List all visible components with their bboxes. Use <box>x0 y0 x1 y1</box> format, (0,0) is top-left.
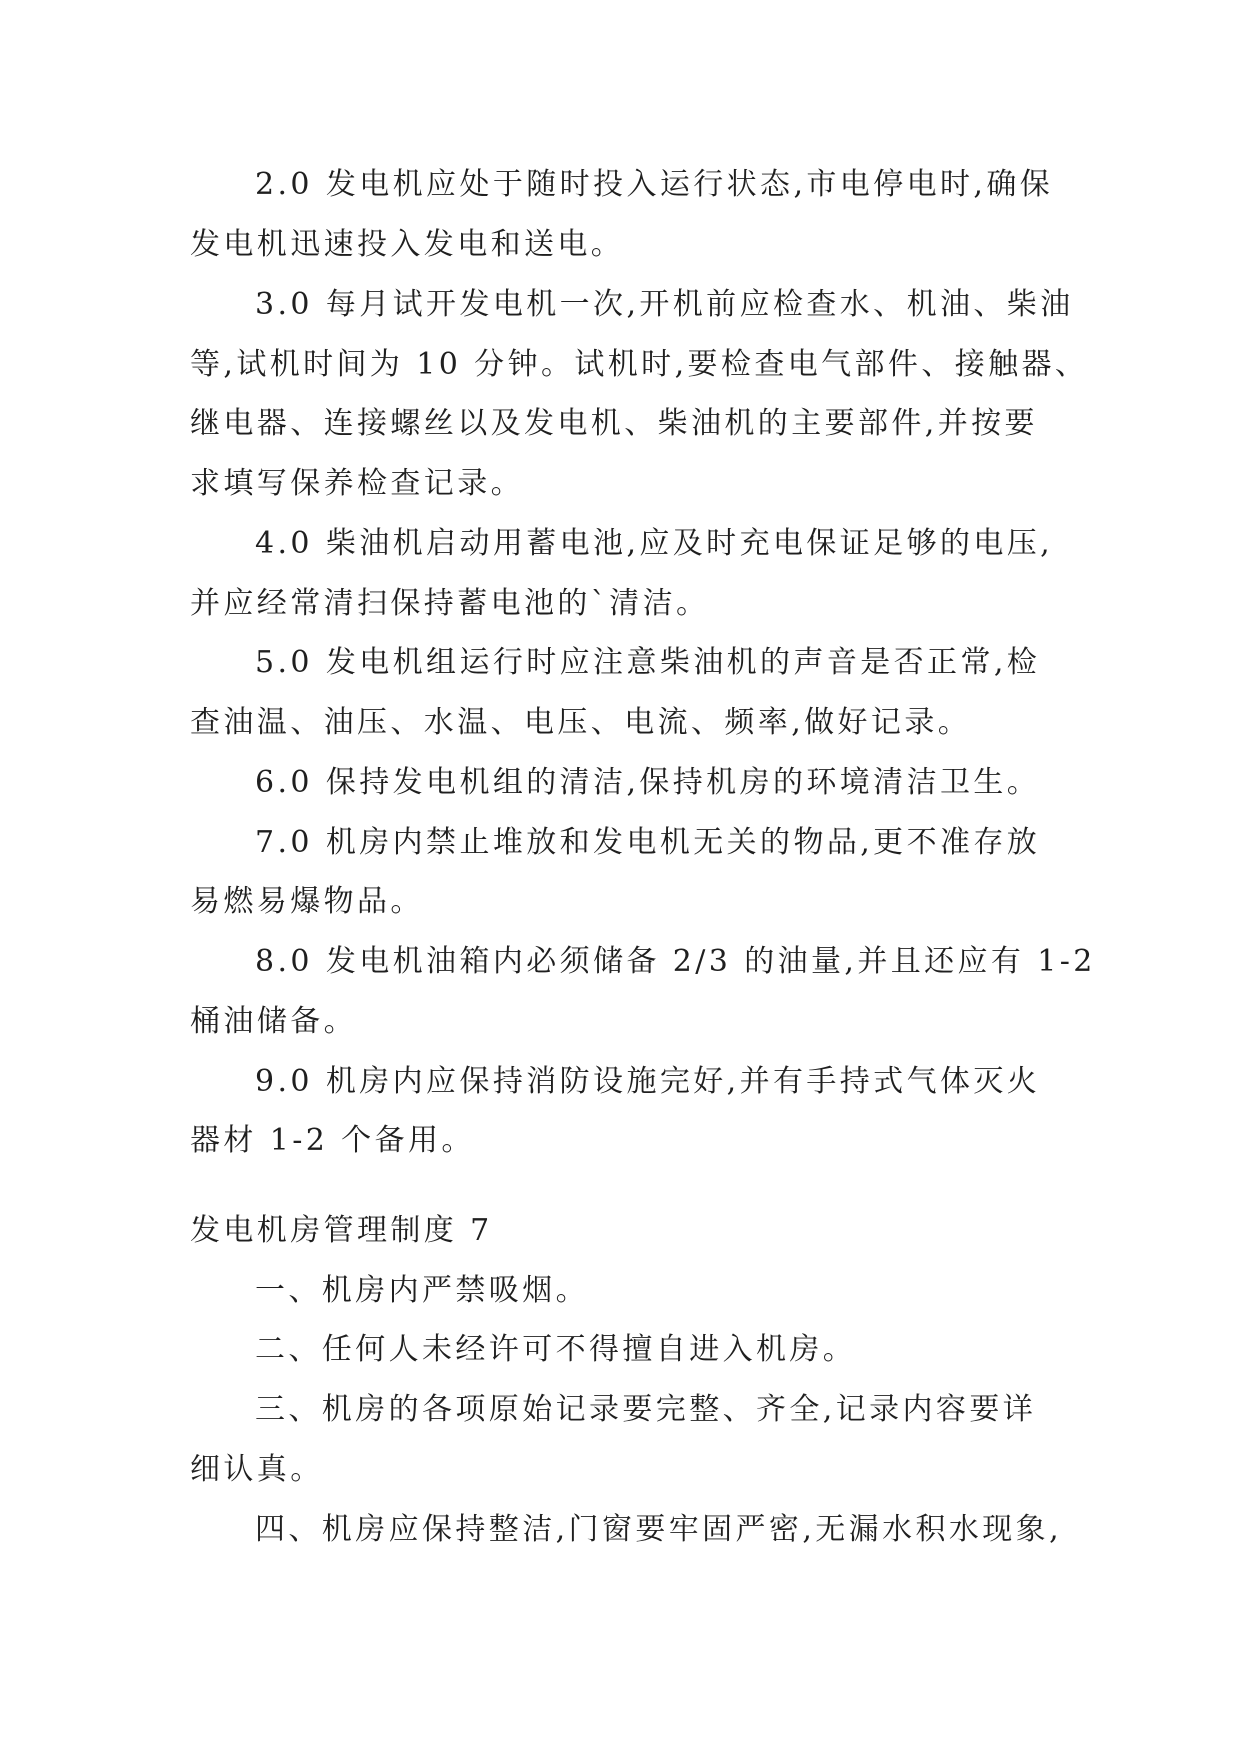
paragraph-5-line-1: 5.0 发电机组运行时应注意柴油机的声音是否正常,检 <box>255 645 1041 680</box>
rule-4-line-1: 四、机房应保持整洁,门窗要牢固严密,无漏水积水现象, <box>255 1512 1063 1547</box>
rule-1-line-1: 一、机房内严禁吸烟。 <box>255 1273 589 1308</box>
paragraph-7-line-2: 易燃易爆物品。 <box>190 884 424 919</box>
paragraph-5-line-2: 查油温、油压、水温、电压、电流、频率,做好记录。 <box>190 705 972 740</box>
paragraph-3-line-3: 继电器、连接螺丝以及发电机、柴油机的主要部件,并按要 <box>190 406 1038 441</box>
paragraph-3-line-2: 等,试机时间为 10 分钟。试机时,要检查电气部件、接触器、 <box>190 347 1089 382</box>
paragraph-3-line-4: 求填写保养检查记录。 <box>190 466 524 501</box>
paragraph-3-line-1: 3.0 每月试开发电机一次,开机前应检查水、机油、柴油 <box>255 287 1074 322</box>
paragraph-4-line-1: 4.0 柴油机启动用蓄电池,应及时充电保证足够的电压, <box>255 526 1054 561</box>
paragraph-7-line-1: 7.0 机房内禁止堆放和发电机无关的物品,更不准存放 <box>255 825 1041 860</box>
paragraph-2-line-2: 发电机迅速投入发电和送电。 <box>190 227 625 262</box>
paragraph-9-line-1: 9.0 机房内应保持消防设施完好,并有手持式气体灭火 <box>255 1064 1041 1099</box>
paragraph-6-line-1: 6.0 保持发电机组的清洁,保持机房的环境清洁卫生。 <box>255 765 1041 800</box>
rule-2-line-1: 二、任何人未经许可不得擅自进入机房。 <box>255 1332 857 1367</box>
rule-3-line-1: 三、机房的各项原始记录要完整、齐全,记录内容要详 <box>255 1392 1037 1427</box>
paragraph-2-line-1: 2.0 发电机应处于随时投入运行状态,市电停电时,确保 <box>255 167 1054 202</box>
rule-3-line-2: 细认真。 <box>190 1452 324 1487</box>
paragraph-9-line-2: 器材 1-2 个备用。 <box>190 1123 475 1158</box>
paragraph-8-line-2: 桶油储备。 <box>190 1004 357 1039</box>
paragraph-8-line-1: 8.0 发电机油箱内必须储备 2/3 的油量,并且还应有 1-2 <box>255 944 1096 979</box>
paragraph-4-line-2: 并应经常清扫保持蓄电池的`清洁。 <box>190 586 710 621</box>
section-heading: 发电机房管理制度 7 <box>190 1213 493 1248</box>
